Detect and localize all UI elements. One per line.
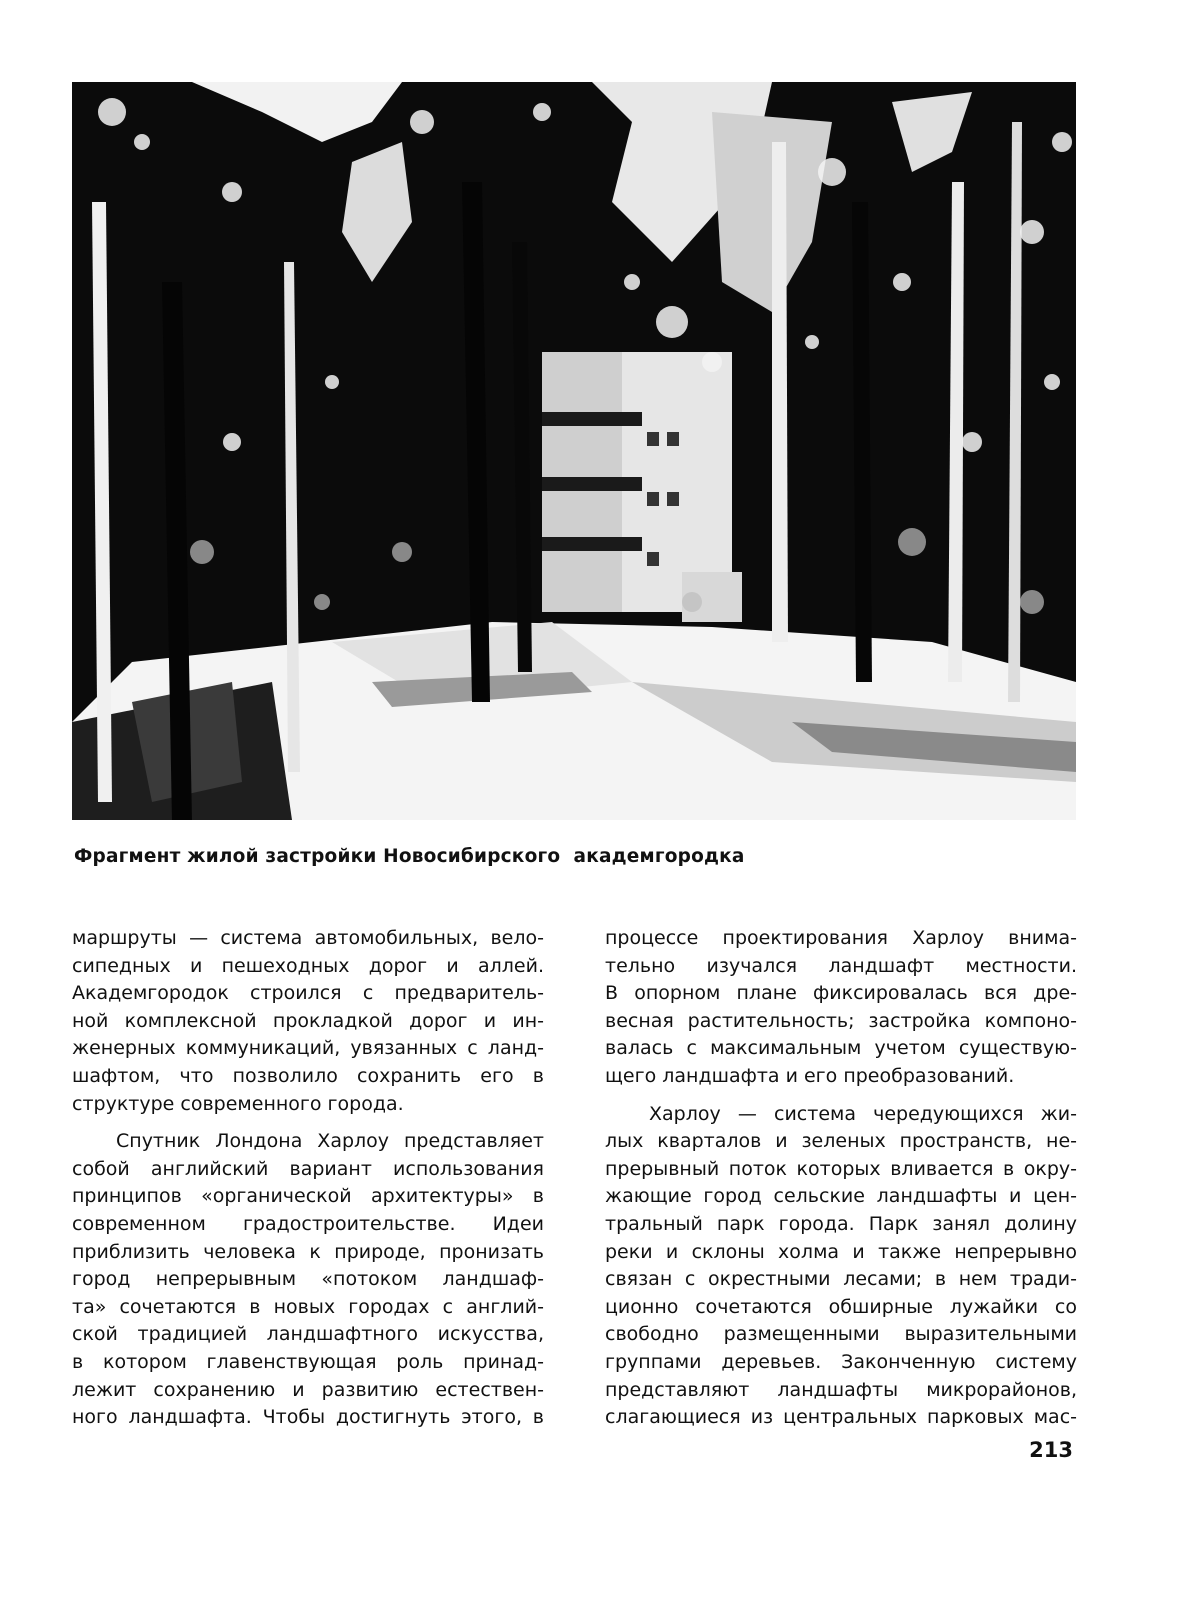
text-line: шафтом, что позволило сохранить его в [72, 1064, 544, 1087]
text-line: Академгородок строился с предваритель- [72, 982, 544, 1005]
text-line: весная растительность; застройка компоно- [605, 1009, 1077, 1032]
text-line: собой английский вариант использования [72, 1157, 544, 1180]
forest-building-image [72, 82, 1076, 820]
text-line: Спутник Лондона Харлоу представляет [116, 1130, 544, 1153]
text-line: ного ландшафта. Чтобы достигнуть этого, в [72, 1406, 544, 1429]
text-line: лых кварталов и зеленых пространств, не- [605, 1130, 1077, 1153]
text-line: свободно размещенными выразительными [605, 1323, 1077, 1346]
text-line: современном градостроительстве. Идеи [72, 1212, 544, 1235]
text-line: ционно сочетаются обширные лужайки со [605, 1295, 1077, 1318]
text-line: жающие город сельские ландшафты и цен- [605, 1185, 1077, 1208]
text-line: процессе проектирования Харлоу внима- [605, 927, 1077, 949]
text-line: в котором главенствующая роль принад- [72, 1350, 544, 1373]
text-line: город непрерывным «потоком ландшаф- [72, 1268, 544, 1291]
text-line: тельно изучался ландшафт местности. [605, 954, 1077, 977]
text-line: В опорном плане фиксировалась вся дре- [605, 982, 1077, 1005]
text-line: та» сочетаются в новых городах с англий- [72, 1295, 544, 1318]
text-line: группами деревьев. Законченную систему [605, 1350, 1077, 1373]
text-line: сипедных и пешеходных дорог и аллей. [72, 954, 544, 977]
text-line: ской традицией ландшафтного искусства, [72, 1323, 544, 1346]
left-text-column [72, 925, 544, 1432]
text-line: щего ландшафта и его преобразований. [605, 1064, 1015, 1087]
text-line: Харлоу — система чередующихся жи- [649, 1102, 1077, 1125]
text-line: структуре современного города. [72, 1092, 404, 1115]
text-line: связан с окрестными лесами; в нем тради- [605, 1268, 1077, 1291]
figure-caption: Фрагмент жилой застройки Новосибирского академгородка [74, 846, 745, 867]
text-line: прерывный поток которых вливается в окру- [605, 1157, 1077, 1180]
text-line: принципов «органической архитектуры» в [72, 1185, 544, 1208]
page-number: 213 [1029, 1438, 1073, 1462]
text-line: реки и склоны холма и также непрерывно [605, 1240, 1077, 1263]
text-line: ной комплексной прокладкой дорог и ин- [72, 1009, 544, 1032]
text-line: представляют ландшафты микрорайонов, [605, 1378, 1077, 1401]
text-line: валась с максимальным учетом существую- [605, 1037, 1077, 1060]
text-line: слагающиеся из центральных парковых мас- [605, 1406, 1077, 1429]
photograph [72, 82, 1076, 820]
text-line: маршруты — система автомобильных, вело- [72, 927, 544, 949]
right-text-column [605, 925, 1077, 1432]
text-line: тральный парк города. Парк занял долину [605, 1212, 1077, 1235]
text-line: приблизить человека к природе, пронизать [72, 1240, 544, 1263]
text-line: лежит сохранению и развитию естествен- [72, 1378, 544, 1401]
text-line: женерных коммуникаций, увязанных с ланд- [72, 1037, 544, 1060]
